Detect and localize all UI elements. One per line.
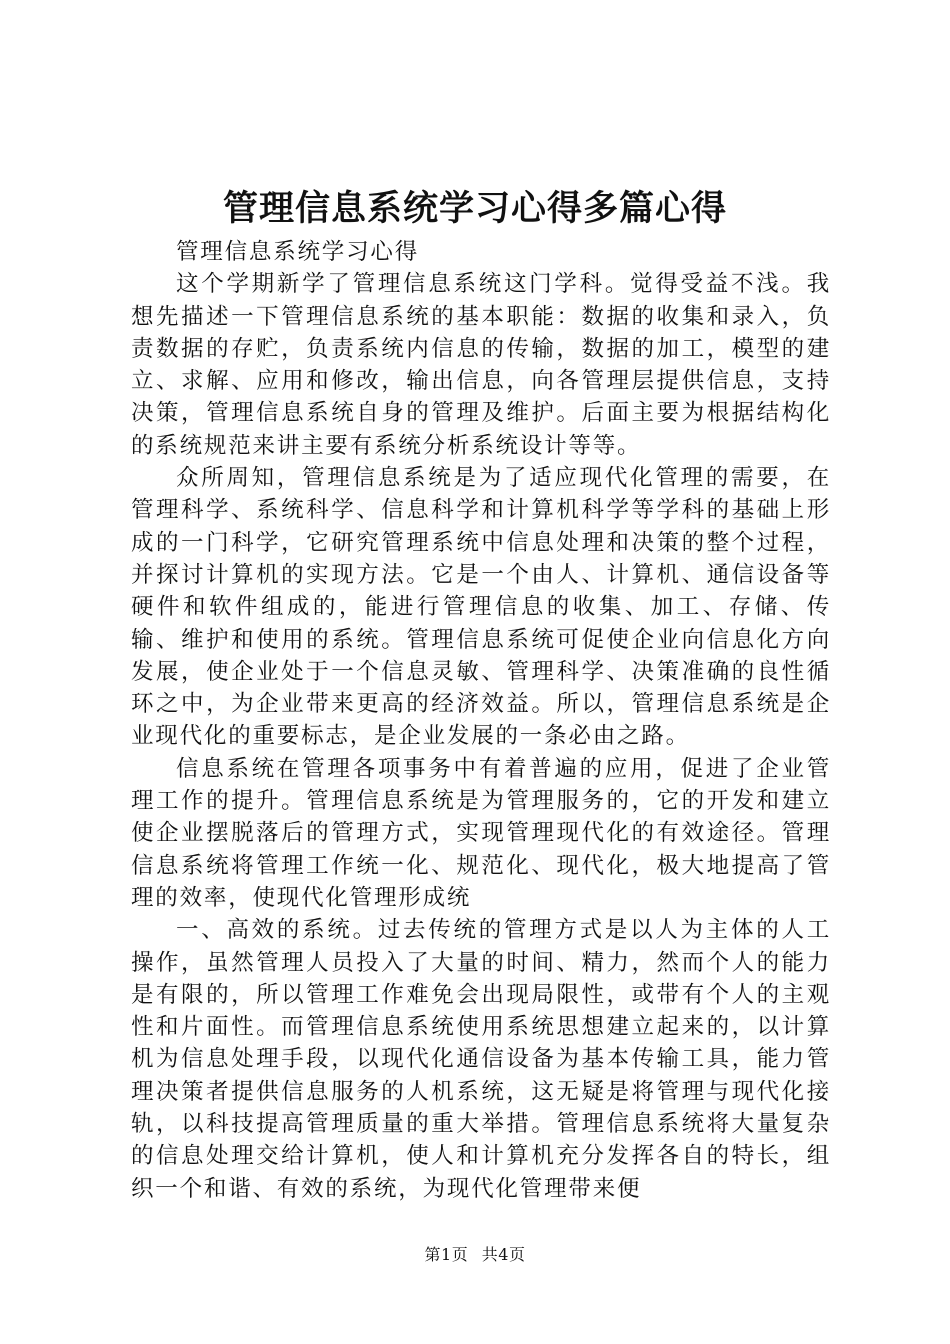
document-title: 管理信息系统学习心得多篇心得 bbox=[222, 188, 727, 229]
page-number: 第1页 bbox=[424, 1245, 469, 1264]
paragraph-4: 一、高效的系统。过去传统的管理方式是以人为主体的人工操作，虽然管理人员投入了大量的时间、精力，然而个人的能力是有限的，所以管理工作难免会出现局限性，或带有个人的主观性和片面性。而管理信息系统使用系统思想建立起来的，以计算机为信息处理手段，以现代化通信设备为基本传输工具，能力管理决策者提供信息服务的人机系统，这无疑是将管理与现代化接轨，以科技提高管理质量的重大举措。管理信息系统将大量复杂的信息处理交给计算机，使人和计算机充分发挥各自的特长，组织一个和谐、有效的系统，为现代化管理带来便 bbox=[131, 917, 831, 1202]
document-body bbox=[131, 236, 831, 1205]
section-heading: 管理信息系统学习心得 bbox=[176, 239, 420, 265]
page-total: 共4页 bbox=[481, 1245, 526, 1264]
paragraph-3: 信息系统在管理各项事务中有着普遍的应用，促进了企业管理工作的提升。管理信息系统是为管理服务的，它的开发和建立使企业摆脱落后的管理方式，实现管理现代化的有效途径。管理信息系统将管理工作统一化、规范化、现代化，极大地提高了管理的效率，使现代化管理形成统 bbox=[131, 755, 831, 911]
paragraph-1: 这个学期新学了管理信息系统这门学科。觉得受益不浅。我想先描述一下管理信息系统的基本职能：数据的收集和录入，负责数据的存贮，负责系统内信息的传输，数据的加工，模型的建立、求解、应用和修改，输出信息，向各管理层提供信息，支持决策，管理信息系统自身的管理及维护。后面主要为根据结构化的系统规范来讲主要有系统分析系统设计等等。 bbox=[131, 271, 831, 459]
page-footer bbox=[0, 1244, 950, 1266]
paragraph-2: 众所周知，管理信息系统是为了适应现代化管理的需要，在管理科学、系统科学、信息科学和计算机科学等学科的基础上形成的一门科学，它研究管理系统中信息处理和决策的整个过程，并探讨计算机的实现方法。它是一个由人、计算机、通信设备等硬件和软件组成的，能进行管理信息的收集、加工、存储、传输、维护和使用的系统。管理信息系统可促使企业向信息化方向发展，使企业处于一个信息灵敏、管理科学、决策准确的良性循环之中，为企业带来更高的经济效益。所以，管理信息系统是企业现代化的重要标志，是企业发展的一条必由之路。 bbox=[131, 465, 831, 750]
